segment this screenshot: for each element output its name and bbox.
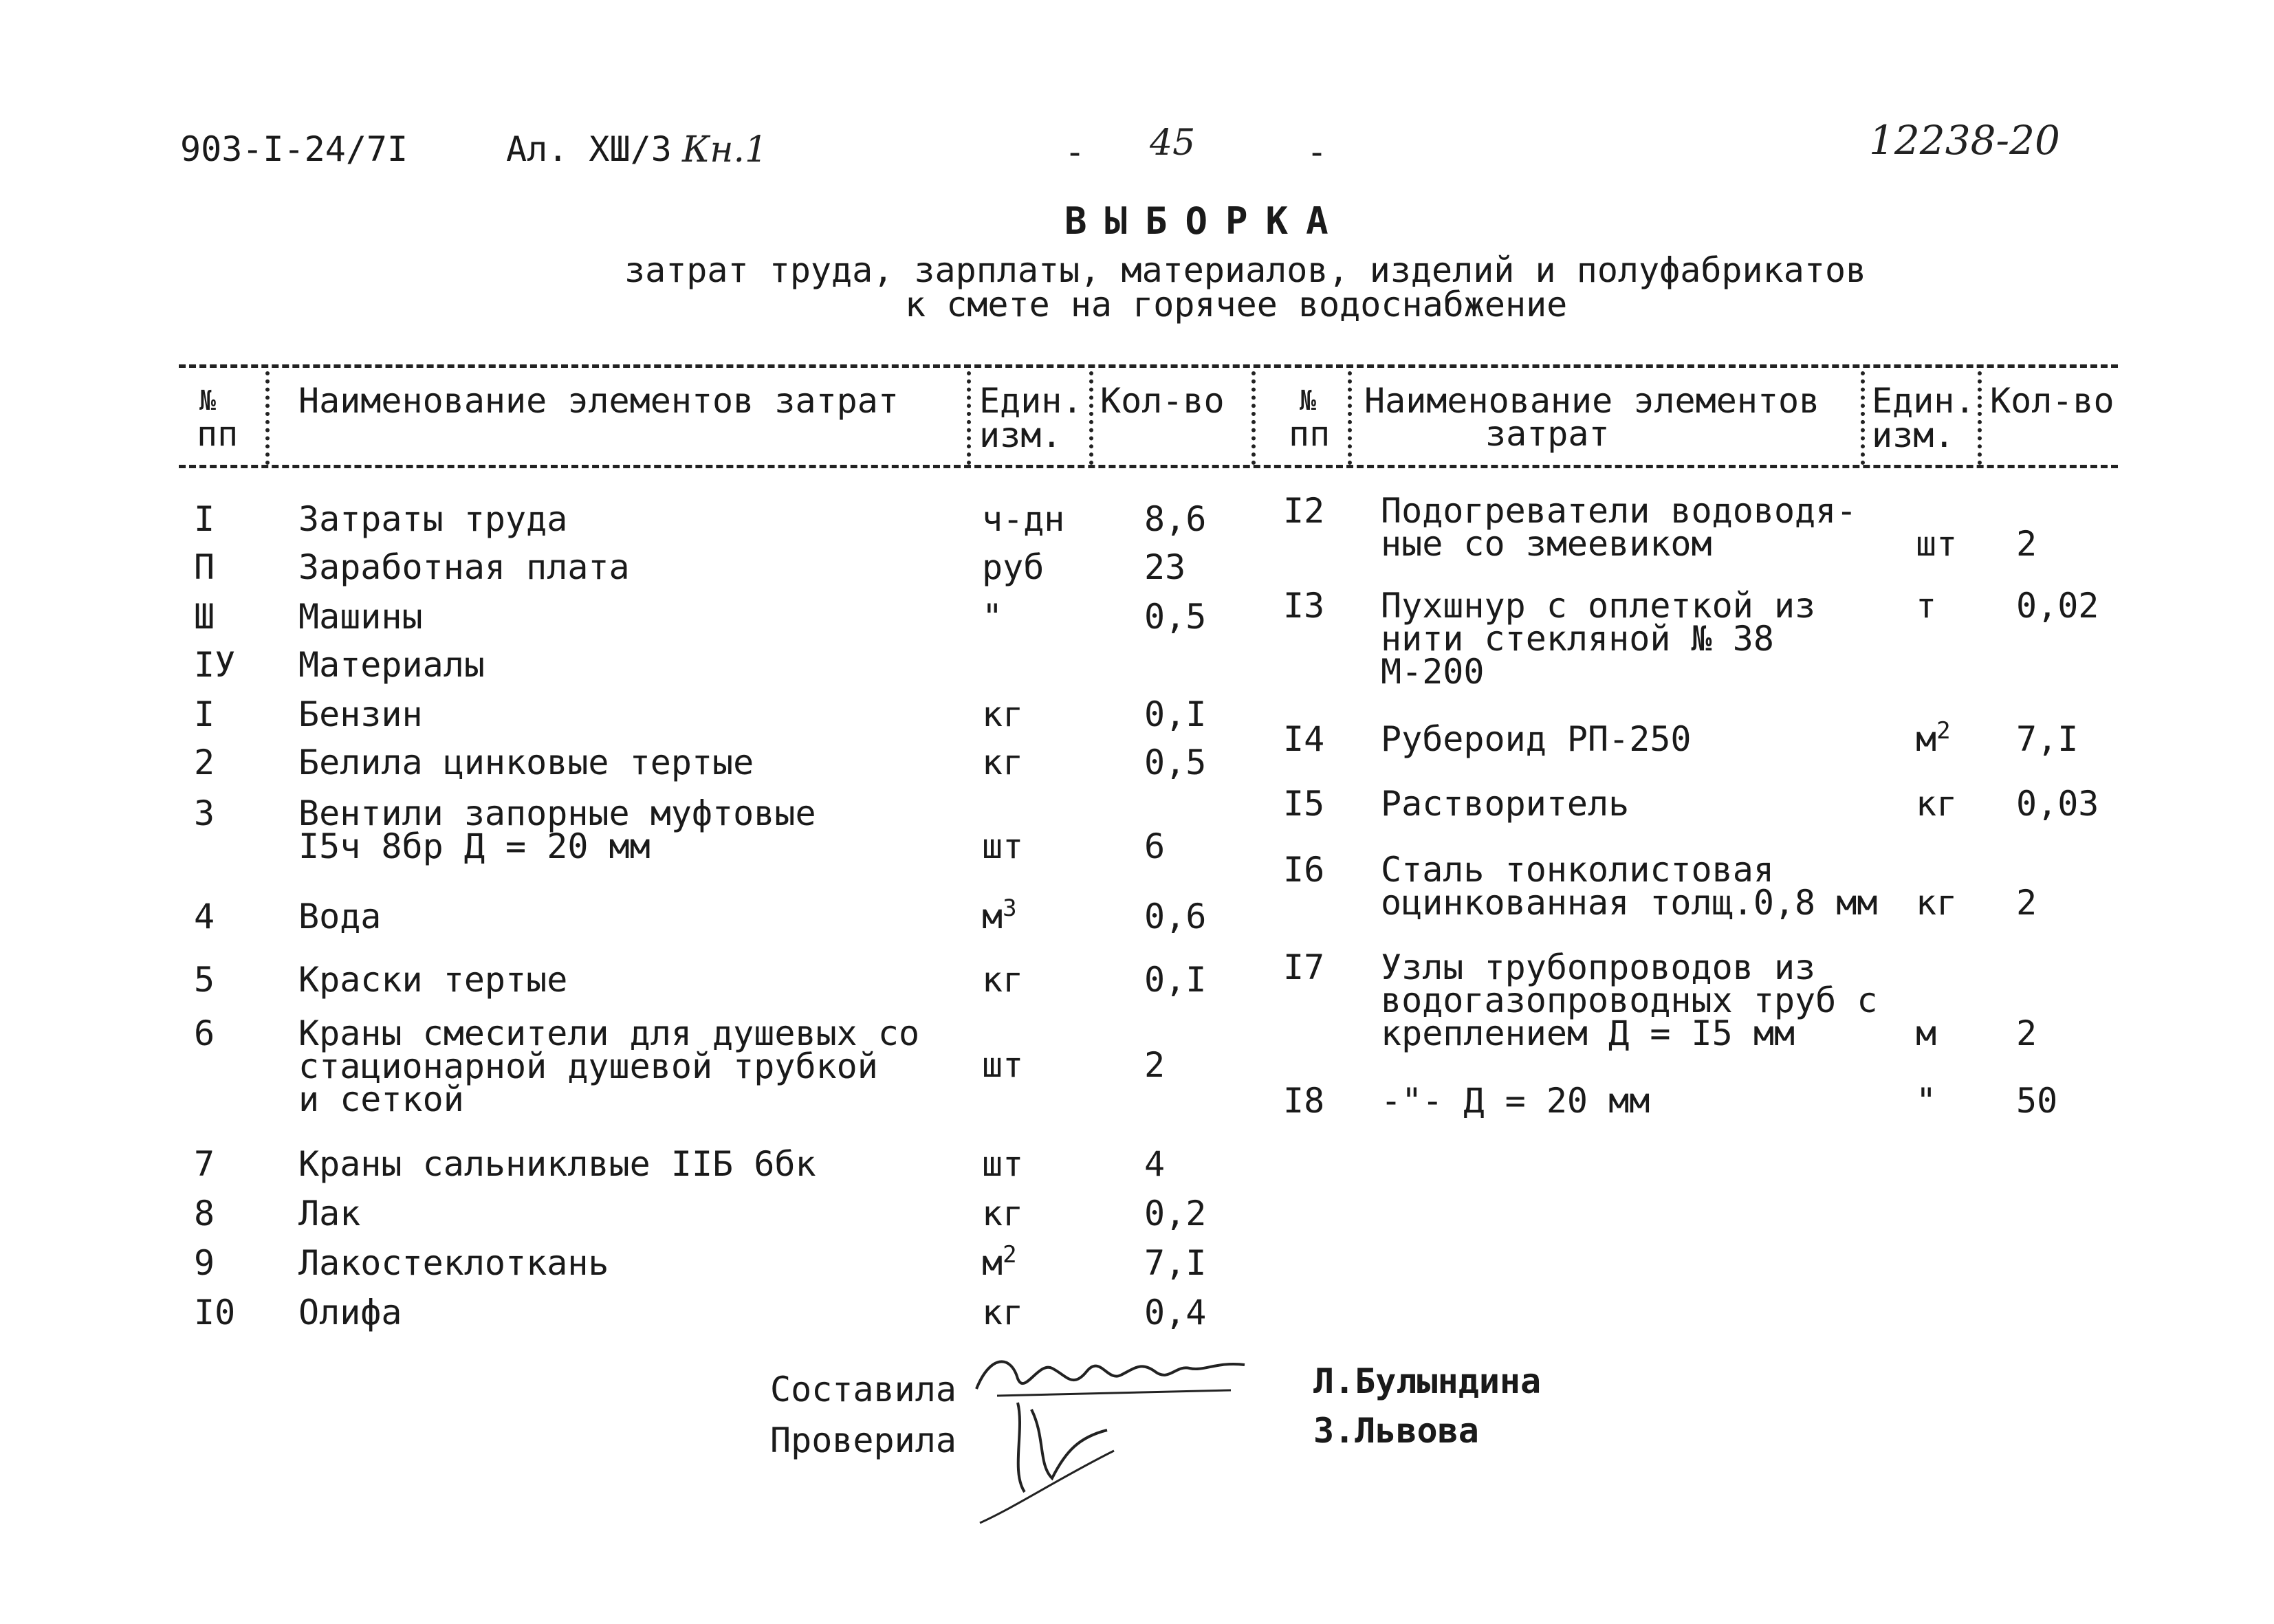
row-number: I: [194, 499, 215, 539]
row-unit: шт: [982, 826, 1024, 866]
row-name: Заработная плата: [298, 547, 630, 587]
row-unit: кг: [1916, 883, 1958, 923]
row-quantity: 7,I: [1144, 1243, 1207, 1283]
row-number: I8: [1283, 1081, 1325, 1121]
row-quantity: 2: [1144, 1045, 1166, 1085]
unit-exponent: 3: [1003, 895, 1017, 922]
row-name: -"- Д = 20 мм: [1381, 1081, 1650, 1121]
row-name: Вентили запорные муфтовые: [298, 793, 816, 833]
row-number: I7: [1283, 947, 1325, 987]
row-quantity: 8,6: [1144, 499, 1207, 539]
row-quantity: 0,5: [1144, 743, 1207, 782]
row-name: Пухшнур с оплеткой из: [1381, 586, 1816, 626]
header-separator: [1089, 371, 1093, 465]
row-quantity: 2: [2016, 524, 2037, 564]
row-name: Машины: [298, 597, 423, 637]
row-name: нити стекляной № 38: [1381, 619, 1774, 659]
row-name: Олифа: [298, 1293, 402, 1332]
subtitle-line-2: к смете на горячее водоснабжение: [905, 285, 1568, 325]
table-header-bottom-rule: [179, 465, 2118, 468]
col-header-no-left-2: пп: [197, 414, 239, 454]
row-quantity: 0,6: [1144, 897, 1207, 936]
checked-by-name: З.Львова: [1313, 1411, 1479, 1451]
header-separator: [265, 371, 270, 465]
unit-exponent: 2: [1936, 717, 1951, 745]
row-number: 3: [194, 793, 215, 833]
row-quantity: 4: [1144, 1144, 1166, 1184]
row-quantity: 0,I: [1144, 960, 1207, 1000]
row-unit: шт: [982, 1045, 1024, 1085]
row-name: ные со змеевиком: [1381, 524, 1712, 564]
row-quantity: 23: [1144, 547, 1186, 587]
row-name: Лак: [298, 1194, 361, 1233]
row-quantity: 0,02: [2016, 586, 2099, 626]
row-name: Краны сальниклвые IIБ 6бк: [298, 1144, 816, 1184]
row-unit: $м^2$: [1916, 717, 1951, 759]
row-unit: руб: [982, 547, 1045, 587]
row-name: Подогреватели водоводя-: [1381, 491, 1857, 531]
row-quantity: 0,2: [1144, 1194, 1207, 1233]
row-quantity: 2: [2016, 1013, 2037, 1053]
col-header-name-left: Наименование элементов затрат: [298, 381, 899, 421]
row-unit: кг: [982, 743, 1024, 782]
row-number: I2: [1283, 491, 1325, 531]
document-title: ВЫБОРКА: [1064, 199, 1346, 243]
row-unit: шт: [1916, 524, 1958, 564]
row-quantity: 2: [2016, 883, 2037, 923]
row-quantity: 0,03: [2016, 784, 2099, 824]
col-header-unit-left: Един.: [979, 381, 1083, 421]
col-header-name-right-2: затрат: [1485, 414, 1610, 454]
row-name: Узлы трубопроводов из: [1381, 947, 1816, 987]
row-number: I4: [1283, 719, 1325, 759]
row-number: I5: [1283, 784, 1325, 824]
row-number: 8: [194, 1194, 215, 1233]
row-unit: кг: [1916, 784, 1958, 824]
row-quantity: 0,5: [1144, 597, 1207, 637]
row-unit: кг: [982, 960, 1024, 1000]
row-name: Лакостеклоткань: [298, 1243, 609, 1283]
row-name: Белила цинковые тертые: [298, 743, 754, 782]
row-unit: м: [1916, 1013, 1937, 1053]
row-unit: ": [1916, 1081, 1937, 1121]
row-unit: ч-дн: [982, 499, 1065, 539]
row-number: Ш: [194, 597, 215, 637]
page-dash-right: -: [1307, 132, 1328, 172]
row-number: П: [194, 547, 215, 587]
row-unit: кг: [982, 1293, 1024, 1332]
album-number: Ал. XШ/3: [506, 129, 672, 169]
row-name: Вода: [298, 897, 382, 936]
row-number: 6: [194, 1013, 215, 1053]
compiled-by-name: Л.Булындина: [1313, 1361, 1542, 1401]
row-number: 9: [194, 1243, 215, 1283]
col-header-qty-right: Кол-во: [1990, 381, 2114, 421]
header-separator: [1348, 371, 1352, 465]
row-name: Краски тертые: [298, 960, 568, 1000]
document-code: 903-I-24/7I: [180, 129, 408, 169]
row-number: I6: [1283, 850, 1325, 890]
header-separator: [967, 371, 971, 465]
header-separator: [1251, 371, 1256, 465]
row-number: I0: [194, 1293, 236, 1332]
checked-by-label: Проверила: [770, 1420, 956, 1460]
col-header-no-left: №: [199, 385, 217, 417]
row-number: 5: [194, 960, 215, 1000]
row-name: стационарной душевой трубкой: [298, 1046, 878, 1086]
row-number: 2: [194, 743, 215, 782]
col-header-qty-left: Кол-во: [1100, 381, 1225, 421]
row-unit: $м^3$: [982, 895, 1017, 936]
row-name: Затраты труда: [298, 499, 568, 539]
row-name: I5ч 8бр Д = 20 мм: [298, 826, 651, 866]
row-quantity: 7,I: [2016, 719, 2079, 759]
header-separator: [1861, 371, 1865, 465]
row-number: 7: [194, 1144, 215, 1184]
row-unit: шт: [982, 1144, 1024, 1184]
col-header-no-right: №: [1300, 385, 1317, 417]
page-dash-left: -: [1064, 132, 1086, 172]
row-name: Растворитель: [1381, 784, 1630, 824]
row-unit: кг: [982, 1194, 1024, 1233]
row-name: и сеткой: [298, 1079, 464, 1119]
row-quantity: 6: [1144, 826, 1166, 866]
row-unit: $м^2$: [982, 1241, 1017, 1283]
row-number: IУ: [194, 645, 236, 685]
row-name: Сталь тонколистовая: [1381, 850, 1774, 890]
row-name: Рубероид РП-250: [1381, 719, 1692, 759]
col-header-no-right-2: пп: [1289, 414, 1331, 454]
row-number: 4: [194, 897, 215, 936]
unit-exponent: 2: [1003, 1241, 1017, 1269]
row-name: М-200: [1381, 652, 1485, 692]
col-header-name-right: Наименование элементов: [1364, 381, 1820, 421]
col-header-unit-left-2: изм.: [979, 415, 1062, 455]
row-name: Материалы: [298, 645, 485, 685]
row-number: I3: [1283, 586, 1325, 626]
compiled-by-label: Составила: [770, 1370, 956, 1409]
row-number: I: [194, 694, 215, 734]
row-quantity: 50: [2016, 1081, 2058, 1121]
table-header-top-rule: [179, 364, 2118, 368]
row-name: оцинкованная толщ.0,8 мм: [1381, 883, 1878, 923]
row-unit: т: [1916, 586, 1937, 626]
subtitle-line-1: затрат труда, зарплаты, материалов, изделий и полуфабрикатов: [624, 250, 1867, 290]
row-quantity: 0,I: [1144, 694, 1207, 734]
col-header-unit-right: Един.: [1872, 381, 1976, 421]
page-number: 45: [1150, 122, 1196, 164]
row-unit: ": [982, 597, 1003, 637]
col-header-unit-right-2: изм.: [1872, 415, 1955, 455]
book-number: Кн.1: [682, 129, 768, 171]
row-name: Краны смесители для душевых со: [298, 1013, 920, 1053]
row-quantity: 0,4: [1144, 1293, 1207, 1332]
row-name: Бензин: [298, 694, 423, 734]
signature-checked-icon: [976, 1389, 1169, 1526]
inventory-number: 12238-20: [1869, 117, 2060, 164]
row-unit: кг: [982, 694, 1024, 734]
header-separator: [1978, 371, 1982, 465]
row-name: водогазопроводных труб с: [1381, 980, 1878, 1020]
row-name: креплением Д = I5 мм: [1381, 1013, 1795, 1053]
